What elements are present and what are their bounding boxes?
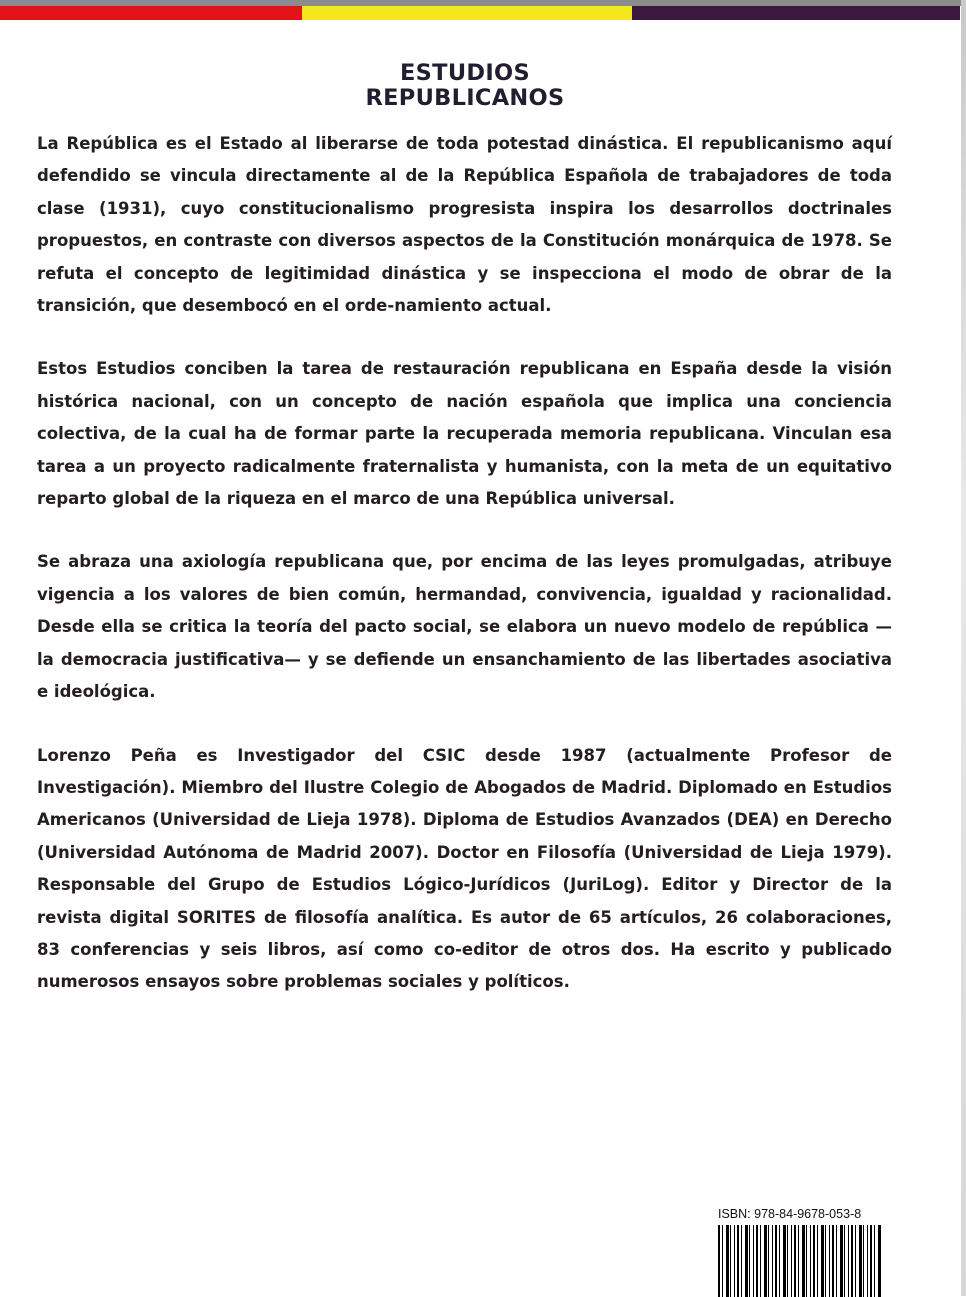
back-cover-text — [37, 128, 892, 999]
book-title-line-2: REPUBLICANOS — [365, 85, 565, 112]
paragraph-restoration: Estos Estudios conciben la tarea de restauración republicana en España desde la visión histórica nacional, con un concepto de nación española que implica una conciencia colectiva, de la cual ha de formar parte la recuperada memoria republicana. Vinculan esa tarea a un proyecto radicalmente fraternalista y humanista, con la meta de un equitativo reparto global de la riqueza en el marco de una República universal. — [37, 359, 892, 509]
isbn-label: ISBN: 978-84-9678-053-8 — [718, 1207, 862, 1221]
flag-stripe-purple — [632, 6, 960, 20]
flag-stripe-red — [0, 6, 302, 20]
isbn-block — [718, 1207, 884, 1297]
republican-flag-stripe — [0, 6, 960, 20]
paragraph-axiology: Se abraza una axiología republicana que, por encima de las leyes promulgadas, atribuye vigencia a los valores de bien común, hermandad, convivencia, igualdad y racionalidad. Desde ella se critica la teoría del pacto social, se elabora un nuevo modelo de república —la democracia justificativa— y se defiende un ensanchamiento de las libertades asociativa e ideológica. — [37, 552, 892, 702]
flag-stripe-yellow — [302, 6, 632, 20]
paragraph-author-bio: Lorenzo Peña es Investigador del CSIC desde 1987 (actualmente Profesor de Investigación). Miembro del Ilustre Colegio de Abogados de Madrid. Diplomado en Estudios Americanos (Universidad de Lieja 1978). Diploma de Estudios Avanzados (DEA) en Derecho (Universidad Autónoma de Madrid 2007). Doctor en Filosofía (Universidad de Lieja 1979). Responsable del Grupo de Estudios Lógico-Jurídicos (JuriLog). Editor y Director de la revista digital SORITES de filosofía analítica. Es autor de 65 artículos, 26 colaboraciones, 83 conferencias y seis libros, así como co-editor de otros dos. Ha escrito y publicado numerosos ensayos sobre problemas sociales y políticos. — [37, 745, 892, 992]
book-title — [0, 61, 930, 111]
barcode-icon — [718, 1225, 882, 1297]
paragraph-republic-definition: La República es el Estado al liberarse de toda potestad dinástica. El republicanismo aquí defendido se vincula directamente al de la República Española de trabajadores de toda clase (1931), cuyo constitucionalismo progresista inspira los desarrollos doctrinales propuestos, en contraste con diversos aspectos de la Constitución monárquica de 1978. Se refuta el concepto de legitimidad dinástica y se inspecciona el modo de obrar de la transición, que desembocó en el orde-namiento actual. — [37, 134, 892, 316]
page-edge — [961, 0, 966, 1296]
book-title-line-1: ESTUDIOS — [400, 60, 530, 87]
